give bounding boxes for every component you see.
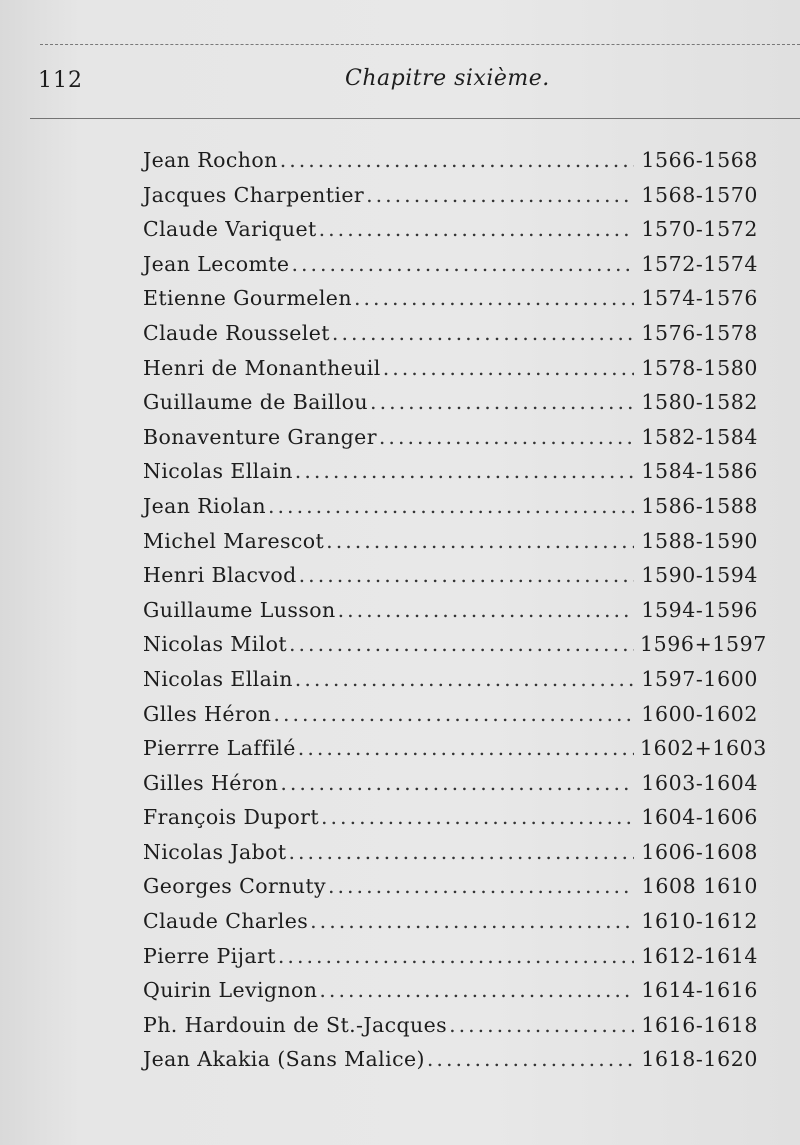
- dean-list: [143, 148, 767, 1082]
- list-item: [143, 494, 758, 529]
- dot-leader: [298, 736, 634, 760]
- entry-years: 1610-1612: [641, 909, 758, 934]
- list-item: [143, 252, 758, 287]
- entry-name: Quirin Levignon: [143, 978, 318, 1003]
- entry-years: 1572-1574: [641, 251, 758, 276]
- entry-years: 1588-1590: [641, 528, 758, 553]
- entry-name: Jean Rochon: [143, 148, 278, 172]
- entry-years: 1586-1588: [641, 493, 758, 518]
- list-item: [143, 529, 758, 564]
- entry-years: 1597-1600: [641, 666, 758, 691]
- entry-years: 1566-1568: [641, 148, 758, 172]
- list-item: [143, 805, 758, 840]
- entry-name: Guillaume Lusson: [143, 597, 336, 622]
- dot-leader: [427, 1047, 634, 1071]
- dot-leader: [328, 874, 634, 898]
- entry-name: Pierrre Laffilé: [143, 736, 296, 761]
- list-item: [143, 736, 767, 771]
- dot-leader: [295, 667, 634, 691]
- list-item: [143, 598, 758, 633]
- dot-leader: [268, 494, 634, 518]
- entry-years: 1606-1608: [641, 839, 758, 864]
- dot-leader: [280, 771, 634, 795]
- entry-years: 1568-1570: [641, 182, 758, 207]
- list-item: [143, 944, 758, 979]
- list-item: [143, 148, 758, 183]
- entry-name: Nicolas Milot: [143, 632, 288, 657]
- chapter-title: Chapitre sixième.: [345, 66, 550, 91]
- list-item: [143, 563, 758, 598]
- entry-years: 1596+1597: [640, 632, 767, 657]
- list-item: [143, 702, 758, 737]
- dot-leader: [319, 217, 634, 241]
- dot-leader: [273, 702, 634, 726]
- dot-leader: [288, 840, 634, 864]
- list-item: [143, 217, 758, 252]
- entry-name: Claude Charles: [143, 909, 309, 934]
- entry-years: 1616-1618: [641, 1012, 758, 1037]
- entry-name: Jacques Charpentier: [143, 182, 365, 207]
- dot-leader: [321, 805, 634, 829]
- entry-name: Bonaventure Granger: [143, 424, 377, 449]
- list-item: [143, 667, 758, 702]
- entry-years: 1574-1576: [641, 286, 758, 311]
- dot-leader: [291, 252, 634, 276]
- entry-name: Guillaume de Baillou: [143, 390, 369, 415]
- list-item: [143, 1013, 758, 1048]
- dot-leader: [295, 459, 634, 483]
- entry-name: Glles Héron: [143, 701, 272, 726]
- list-item: [143, 632, 767, 667]
- dot-leader: [338, 598, 634, 622]
- dot-leader: [299, 563, 634, 587]
- entry-years: 1612-1614: [641, 943, 758, 968]
- entry-name: Michel Marescot: [143, 528, 325, 553]
- entry-years: 1603-1604: [641, 770, 758, 795]
- entry-years: 1594-1596: [641, 597, 758, 622]
- list-item: [143, 909, 758, 944]
- entry-years: 1600-1602: [641, 701, 758, 726]
- header-bottom-rule: [30, 118, 800, 119]
- entry-name: Nicolas Ellain: [143, 459, 293, 484]
- list-item: [143, 321, 758, 356]
- dot-leader: [278, 944, 634, 968]
- dot-leader: [370, 390, 634, 414]
- entry-years: 1602+1603: [640, 736, 767, 761]
- entry-years: 1604-1606: [641, 805, 758, 830]
- entry-name: Jean Riolan: [143, 493, 267, 518]
- list-item: [143, 840, 758, 875]
- dot-leader: [289, 632, 634, 656]
- list-item: [143, 356, 758, 391]
- entry-years: 1580-1582: [641, 390, 758, 415]
- dot-leader: [280, 148, 634, 172]
- dot-leader: [383, 356, 634, 380]
- dot-leader: [449, 1013, 634, 1037]
- entry-years: 1618-1620: [641, 1047, 758, 1072]
- header-top-rule: [40, 44, 800, 45]
- list-item: [143, 874, 758, 909]
- entry-name: François Duport: [143, 805, 320, 830]
- entry-name: Georges Cornuty: [143, 874, 326, 899]
- entry-years: 1590-1594: [641, 563, 758, 588]
- page-number: 112: [38, 68, 83, 93]
- list-item: [143, 978, 758, 1013]
- entry-name: Henri Blacvod: [143, 563, 297, 588]
- entry-years: 1614-1616: [641, 978, 758, 1003]
- entry-name: Claude Variquet: [143, 217, 317, 242]
- list-item: [143, 425, 758, 460]
- entry-name: Pierre Pijart: [143, 943, 276, 968]
- entry-years: 1608 1610: [641, 874, 758, 899]
- list-item: [143, 183, 758, 218]
- entry-name: Jean Lecomte: [143, 251, 290, 276]
- entry-name: Henri de Monantheuil: [143, 355, 381, 380]
- dot-leader: [332, 321, 634, 345]
- dot-leader: [366, 183, 634, 207]
- entry-years: 1578-1580: [641, 355, 758, 380]
- entry-name: Jean Akakia (Sans Malice): [143, 1047, 425, 1072]
- entry-name: Etienne Gourmelen: [143, 286, 352, 311]
- entry-name: Gilles Héron: [143, 770, 279, 795]
- entry-name: Claude Rousselet: [143, 320, 330, 345]
- entry-name: Ph. Hardouin de St.-Jacques: [143, 1012, 448, 1037]
- entry-years: 1570-1572: [641, 217, 758, 242]
- entry-years: 1582-1584: [641, 424, 758, 449]
- entry-years: 1584-1586: [641, 459, 758, 484]
- dot-leader: [379, 425, 634, 449]
- list-item: [143, 1047, 758, 1082]
- list-item: [143, 286, 758, 321]
- list-item: [143, 771, 758, 806]
- dot-leader: [354, 286, 634, 310]
- entry-years: 1576-1578: [641, 320, 758, 345]
- entry-name: Nicolas Ellain: [143, 666, 293, 691]
- entry-name: Nicolas Jabot: [143, 839, 287, 864]
- dot-leader: [319, 978, 634, 1002]
- list-item: [143, 459, 758, 494]
- list-item: [143, 390, 758, 425]
- dot-leader: [326, 529, 634, 553]
- dot-leader: [310, 909, 634, 933]
